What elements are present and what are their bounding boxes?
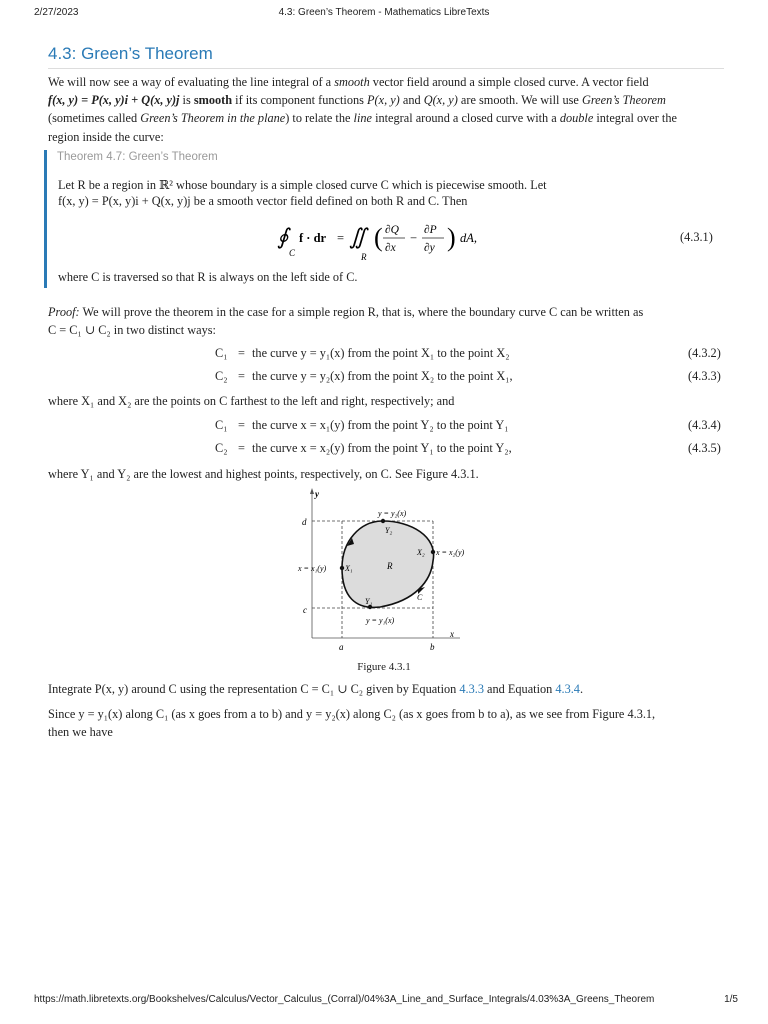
greens-theorem-equation [277,216,517,266]
since-paragraph: Since y = y₁(x) along C₁ (as x goes from a to b) and y = y₂(x) along C₂ (as x goes from b to a), as we see from Figure 4.3.1, then we have [48,707,656,740]
print-page-number: 1/5 [724,994,738,1005]
equation-number-4-3-5: (4.3.5) [688,441,721,455]
svg-text:): ) [447,223,456,252]
integrate-paragraph: Integrate P(x, y) around C using the representation C = C₁ ∪ C₂ given by Equation 4.3.3 and Equation 4.3.4. [48,682,584,696]
equation-link-4-3-3[interactable]: 4.3.3 [459,682,484,696]
equation-number-4-3-3: (4.3.3) [688,369,721,383]
figure-c-label: c [303,605,307,615]
figure-R-label: R [387,561,393,571]
figure-y-axis-label: y [315,489,319,499]
print-title: 4.3: Green’s Theorem - Mathematics LibreTexts [278,7,490,18]
figure-Y2-label: Y₂ [385,526,393,535]
figure-C-label: C [417,593,423,602]
eq-4-3-4-equals: = [238,418,245,432]
figure-4-3-1 [290,486,480,656]
figure-d-label: d [302,517,307,527]
browser-print-footer [0,992,768,1008]
intro-paragraph: We will now see a way of evaluating the line integral of a smooth vector field around a simple closed curve. A vector field f(x, y) = P(x, y)i + Q(x, y)j is smooth if its component functions P(x, y) and Q(x, y) are smooth. We will use Green’s Theorem (sometimes called Green’s Theorem in the plane) to relate the line integral around a closed curve with a double integral over the region inside the curve: [48,75,677,144]
eq-4-3-3-equals: = [238,369,245,383]
eq-4-3-2-rhs: the curve y = y₁(x) from the point X₁ to the point X₂ [252,346,510,360]
svg-text:∂x: ∂x [385,242,396,254]
eq-4-3-3-rhs: the curve y = y₂(x) from the point X₂ to the point X₁, [252,369,513,383]
figure-a-label: a [339,642,344,652]
theorem-heading: Theorem 4.7: Green’s Theorem [57,151,218,163]
svg-text:∮: ∮ [277,224,289,249]
figure-b-label: b [430,642,435,652]
theorem-line-1: Let R be a region in ℝ² whose boundary is a simple closed curve C which is piecewise smooth. Let [58,178,547,192]
svg-text:∂P: ∂P [424,224,437,236]
figure-Y1-label: Y₁ [365,597,373,606]
equation-link-4-3-4[interactable]: 4.3.4 [555,682,580,696]
print-date: 2/27/2023 [34,7,79,18]
eq-4-3-4-rhs: the curve x = x₁(y) from the point Y₂ to the point Y₁ [252,418,509,432]
print-url: https://math.libretexts.org/Bookshelves/Calculus/Vector_Calculus_(Corral)/04%3A_Line_and_Surface_Integrals/4.03%3A_Greens_Theorem [34,994,655,1005]
figure-y2-label: y = y₂(x) [378,509,407,518]
browser-print-header [0,5,768,21]
svg-text:−: − [410,231,418,245]
eq-4-3-4-lhs: C₁ [215,418,228,432]
svg-text:∂y: ∂y [424,242,435,254]
figure-x1-label: x = x₁(y) [298,564,327,573]
eq-4-3-5-rhs: the curve x = x₂(y) from the point Y₁ to the point Y₂, [252,441,512,455]
after-equations-paragraph: where Y₁ and Y₂ are the lowest and highest points, respectively, on C. See Figure 4.3.1. [48,467,479,481]
title-divider [48,68,724,69]
eq-4-3-5-lhs: C₂ [215,441,228,455]
figure-x2-label: x = x₂(y) [436,548,465,557]
svg-text:(: ( [374,223,383,252]
proof-paragraph: Proof: We will prove the theorem in the case for a simple region R, that is, where the boundary curve C can be written as C = C₁ ∪ C₂ in two distinct ways: [48,305,644,338]
theorem-box [44,150,727,288]
svg-text:C: C [289,248,296,258]
figure-y1-label: y = y₁(x) [366,616,395,625]
theorem-line-3: where C is traversed so that R is always on the left side of C. [58,270,358,284]
svg-text:=: = [337,231,345,245]
equation-number-4-3-1: (4.3.1) [680,230,713,244]
equation-number-4-3-2: (4.3.2) [688,346,721,360]
figure-X1-label: X₁ [345,564,353,573]
figure-caption: Figure 4.3.1 [357,661,411,673]
eq-4-3-2-lhs: C₁ [215,346,228,360]
eq-4-3-5-equals: = [238,441,245,455]
between-paragraph: where X₁ and X₂ are the points on C farthest to the left and right, respectively; and [48,394,455,408]
eq-4-3-3-lhs: C₂ [215,369,228,383]
equation-number-4-3-4: (4.3.4) [688,418,721,432]
svg-text:f · dr: f · dr [299,231,327,245]
svg-text:∂Q: ∂Q [385,224,399,236]
theorem-line-2: f(x, y) = P(x, y)i + Q(x, y)j be a smooth vector field defined on both R and C. Then [58,194,468,208]
figure-X2-label: X₂ [417,548,425,557]
eq-4-3-2-equals: = [238,346,245,360]
figure-x-axis-label: x [450,629,454,639]
svg-text:R: R [361,252,367,262]
svg-text:dA,: dA, [460,231,478,245]
page-title: 4.3: Green’s Theorem [48,44,213,63]
svg-text:∬: ∬ [349,224,367,249]
